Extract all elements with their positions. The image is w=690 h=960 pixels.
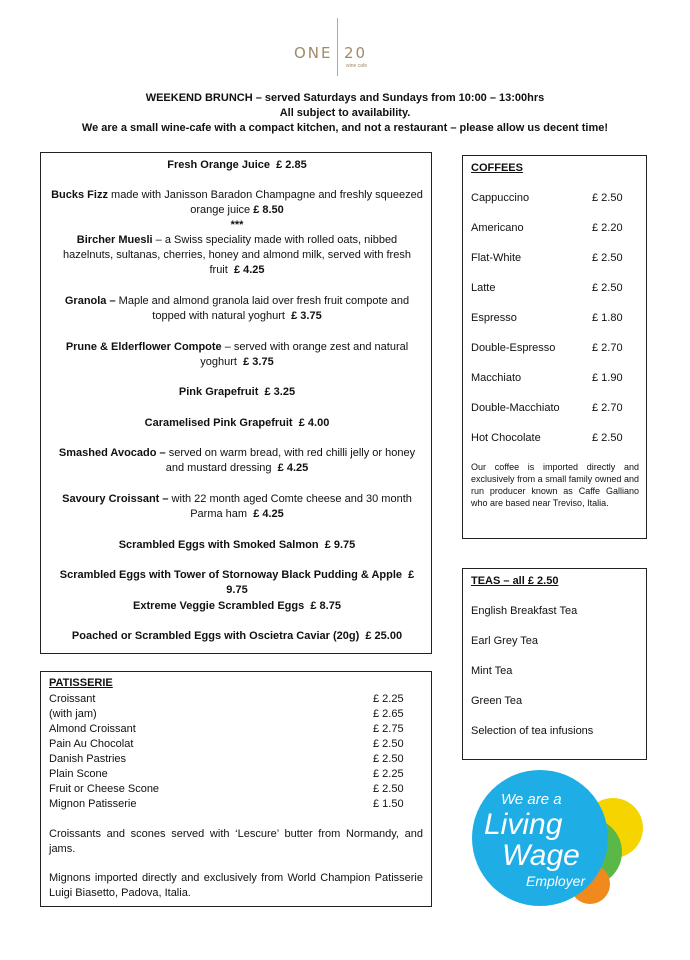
item-price: £ 4.25 bbox=[253, 508, 284, 520]
item-name: Americano bbox=[471, 222, 524, 234]
item-price: £ 2.25 bbox=[373, 693, 404, 705]
patisserie-row bbox=[49, 737, 417, 752]
item-price: £ 2.70 bbox=[592, 342, 623, 354]
item-name: Prune & Elderflower Compote bbox=[65, 341, 222, 353]
item-name: Bucks Fizz bbox=[51, 189, 108, 201]
living-wage-logo-graphic bbox=[468, 768, 644, 908]
menu-item-eggs-caviar bbox=[51, 629, 423, 644]
item-price: £ 2.50 bbox=[373, 753, 404, 765]
patisserie-row bbox=[49, 752, 417, 767]
item-price: £ 4.25 bbox=[233, 264, 265, 276]
item-desc: served on warm bread, with red chilli jelly or honey bbox=[165, 447, 416, 459]
item-name: Plain Scone bbox=[49, 768, 108, 780]
teas-title: TEAS – all £ 2.50 bbox=[471, 575, 559, 587]
living-wage-line-2: Living bbox=[484, 808, 563, 841]
item-price: £ 2.50 bbox=[373, 738, 404, 750]
patisserie-row bbox=[49, 797, 417, 812]
header-line-1: WEEKEND BRUNCH – served Saturdays and Sundays from 10:00 – 13:00hrs bbox=[145, 92, 545, 104]
item-price: £ 4.00 bbox=[298, 417, 330, 429]
menu-item-eggs-salmon bbox=[51, 538, 423, 553]
item-price: £ 25.00 bbox=[365, 630, 403, 642]
brunch-menu-box bbox=[40, 152, 432, 654]
item-desc: – a Swiss speciality made with rolled oats, nibbed bbox=[152, 234, 398, 246]
item-price: £ 2.50 bbox=[592, 282, 623, 294]
item-price: £ 3.25 bbox=[264, 386, 296, 398]
patisserie-box bbox=[40, 671, 432, 907]
logo-subtitle: wine cafe bbox=[346, 63, 368, 69]
coffee-row bbox=[471, 341, 641, 356]
tea-row: Selection of tea infusions bbox=[471, 725, 594, 737]
item-name: (with jam) bbox=[49, 708, 97, 720]
coffee-row bbox=[471, 311, 641, 326]
menu-item-orange-juice bbox=[51, 158, 423, 173]
item-name: Almond Croissant bbox=[49, 723, 136, 735]
item-name: Poached or Scrambled Eggs with Oscietra Caviar (20g) bbox=[71, 630, 360, 642]
patisserie-note-butter: Croissants and scones served with ‘Lescure’ butter from Normandy, and jams. bbox=[49, 828, 423, 855]
living-wage-line-4: Employer bbox=[526, 873, 586, 889]
logo-divider bbox=[337, 18, 338, 76]
item-name: Savoury Croissant – bbox=[62, 493, 169, 505]
item-name: Smashed Avocado – bbox=[58, 447, 166, 459]
logo-one: ONE bbox=[294, 44, 333, 62]
item-price: £ 2.75 bbox=[373, 723, 404, 735]
menu-item-smashed-avocado bbox=[51, 446, 423, 476]
coffee-row bbox=[471, 221, 641, 236]
coffee-note: Our coffee is imported directly and exclusively from a small family owned and run producer known as Caffe Galliano who are based near Treviso, Italia. bbox=[471, 462, 639, 508]
teas-box bbox=[462, 568, 647, 760]
item-name: Pain Au Chocolat bbox=[49, 738, 134, 750]
item-price: £ 4.25 bbox=[277, 462, 309, 474]
item-price: £ 2.50 bbox=[592, 252, 623, 264]
item-desc: fruit bbox=[209, 264, 228, 276]
patisserie-row bbox=[49, 767, 417, 782]
item-price: £ 1.80 bbox=[592, 312, 623, 324]
item-name: Bircher Muesli bbox=[76, 234, 153, 246]
item-name: Croissant bbox=[49, 693, 96, 705]
coffees-box bbox=[462, 155, 647, 539]
item-desc: Maple and almond granola laid over fresh fruit compote and bbox=[115, 295, 410, 307]
tea-row: English Breakfast Tea bbox=[471, 605, 578, 617]
item-desc: and mustard dressing bbox=[165, 462, 272, 474]
menu-item-eggs-veggie bbox=[51, 599, 423, 614]
item-desc: hazelnuts, sultanas, cherries, honey and almond milk, served with fresh bbox=[63, 249, 411, 261]
coffee-row bbox=[471, 251, 641, 266]
item-price: £ 8.75 bbox=[310, 600, 341, 612]
living-wage-line-3: Wage bbox=[502, 839, 580, 872]
item-price: £ 3.75 bbox=[291, 310, 322, 322]
item-price: £ 2.65 bbox=[373, 708, 404, 720]
coffee-row bbox=[471, 281, 641, 296]
item-desc: with 22 month aged Comte cheese and 30 month bbox=[168, 493, 412, 505]
item-name: Espresso bbox=[471, 312, 517, 324]
item-price: £ 1.90 bbox=[592, 372, 623, 384]
item-price: £ 2.25 bbox=[373, 768, 404, 780]
item-price: £ 2.50 bbox=[592, 432, 623, 444]
menu-item-prune-compote bbox=[51, 340, 423, 370]
logo-twenty: 20 bbox=[344, 44, 368, 62]
patisserie-row bbox=[49, 707, 417, 722]
item-name: Hot Chocolate bbox=[471, 432, 541, 444]
item-name: Granola – bbox=[64, 295, 116, 307]
coffee-row bbox=[471, 401, 641, 416]
header-line-2: All subject to availability. bbox=[279, 107, 411, 119]
item-price: £ 9.75 bbox=[324, 539, 356, 551]
coffee-row bbox=[471, 371, 641, 386]
item-price: £ 2.20 bbox=[592, 222, 623, 234]
item-name: Scrambled Eggs with Tower of Stornoway Black Pudding & Apple bbox=[59, 569, 402, 581]
item-desc: topped with natural yoghurt bbox=[152, 310, 285, 322]
tea-row: Mint Tea bbox=[471, 665, 513, 677]
patisserie-note-mignons: Mignons imported directly and exclusively from World Champion Patisserie Luigi Biasetto, Padova, Italia. bbox=[49, 872, 423, 899]
menu-item-pink-grapefruit bbox=[51, 385, 423, 400]
coffee-row bbox=[471, 191, 641, 206]
menu-item-bucks-fizz bbox=[51, 188, 423, 233]
living-wage-employer-logo bbox=[468, 768, 644, 908]
item-desc: – served with orange zest and natural bbox=[221, 341, 409, 353]
item-price: £ 3.75 bbox=[243, 356, 274, 368]
item-price: £ 2.50 bbox=[373, 783, 404, 795]
coffees-title: COFFEES bbox=[471, 162, 523, 174]
item-desc: yoghurt bbox=[200, 356, 237, 368]
separator: *** bbox=[230, 219, 244, 231]
item-name: Mignon Patisserie bbox=[49, 798, 137, 810]
item-price: £ 8.50 bbox=[253, 204, 284, 216]
menu-item-bircher-muesli bbox=[51, 233, 423, 278]
patisserie-row bbox=[49, 722, 417, 737]
item-desc: orange juice bbox=[190, 204, 251, 216]
item-name: Cappuccino bbox=[471, 192, 530, 204]
item-price: £ 1.50 bbox=[373, 798, 404, 810]
menu-item-caramelised-grapefruit bbox=[51, 416, 423, 431]
item-price: £ 2.50 bbox=[592, 192, 623, 204]
item-price: £ 9.75 bbox=[226, 569, 415, 596]
item-price: £ 2.85 bbox=[276, 159, 307, 171]
coffee-row bbox=[471, 431, 641, 446]
item-name: Danish Pastries bbox=[49, 753, 127, 765]
menu-header bbox=[0, 91, 690, 136]
patisserie-title: PATISSERIE bbox=[49, 677, 113, 689]
tea-row: Earl Grey Tea bbox=[471, 635, 539, 647]
tea-row: Green Tea bbox=[471, 695, 523, 707]
item-desc: Parma ham bbox=[190, 508, 248, 520]
item-price: £ 2.70 bbox=[592, 402, 623, 414]
item-name: Extreme Veggie Scrambled Eggs bbox=[133, 600, 305, 612]
item-name: Caramelised Pink Grapefruit bbox=[144, 417, 293, 429]
header-line-3: We are a small wine-cafe with a compact kitchen, and not a restaurant – please allow us decent time! bbox=[81, 122, 609, 134]
item-name: Flat-White bbox=[471, 252, 522, 264]
living-wage-line-1: We are a bbox=[501, 791, 562, 808]
item-name: Fruit or Cheese Scone bbox=[49, 783, 160, 795]
item-name: Fresh Orange Juice bbox=[167, 159, 270, 171]
item-name: Pink Grapefruit bbox=[178, 386, 259, 398]
cafe-logo bbox=[280, 18, 410, 78]
patisserie-row bbox=[49, 692, 417, 707]
item-name: Macchiato bbox=[471, 372, 522, 384]
patisserie-row bbox=[49, 782, 417, 797]
menu-item-savoury-croissant bbox=[51, 492, 423, 522]
item-name: Scrambled Eggs with Smoked Salmon bbox=[118, 539, 319, 551]
menu-item-granola bbox=[51, 294, 423, 324]
item-name: Double-Espresso bbox=[471, 342, 556, 354]
item-name: Double-Macchiato bbox=[471, 402, 560, 414]
menu-item-eggs-black-pudding bbox=[51, 568, 423, 598]
item-name: Latte bbox=[471, 282, 496, 294]
item-desc: made with Janisson Baradon Champagne and freshly squeezed bbox=[107, 189, 423, 201]
